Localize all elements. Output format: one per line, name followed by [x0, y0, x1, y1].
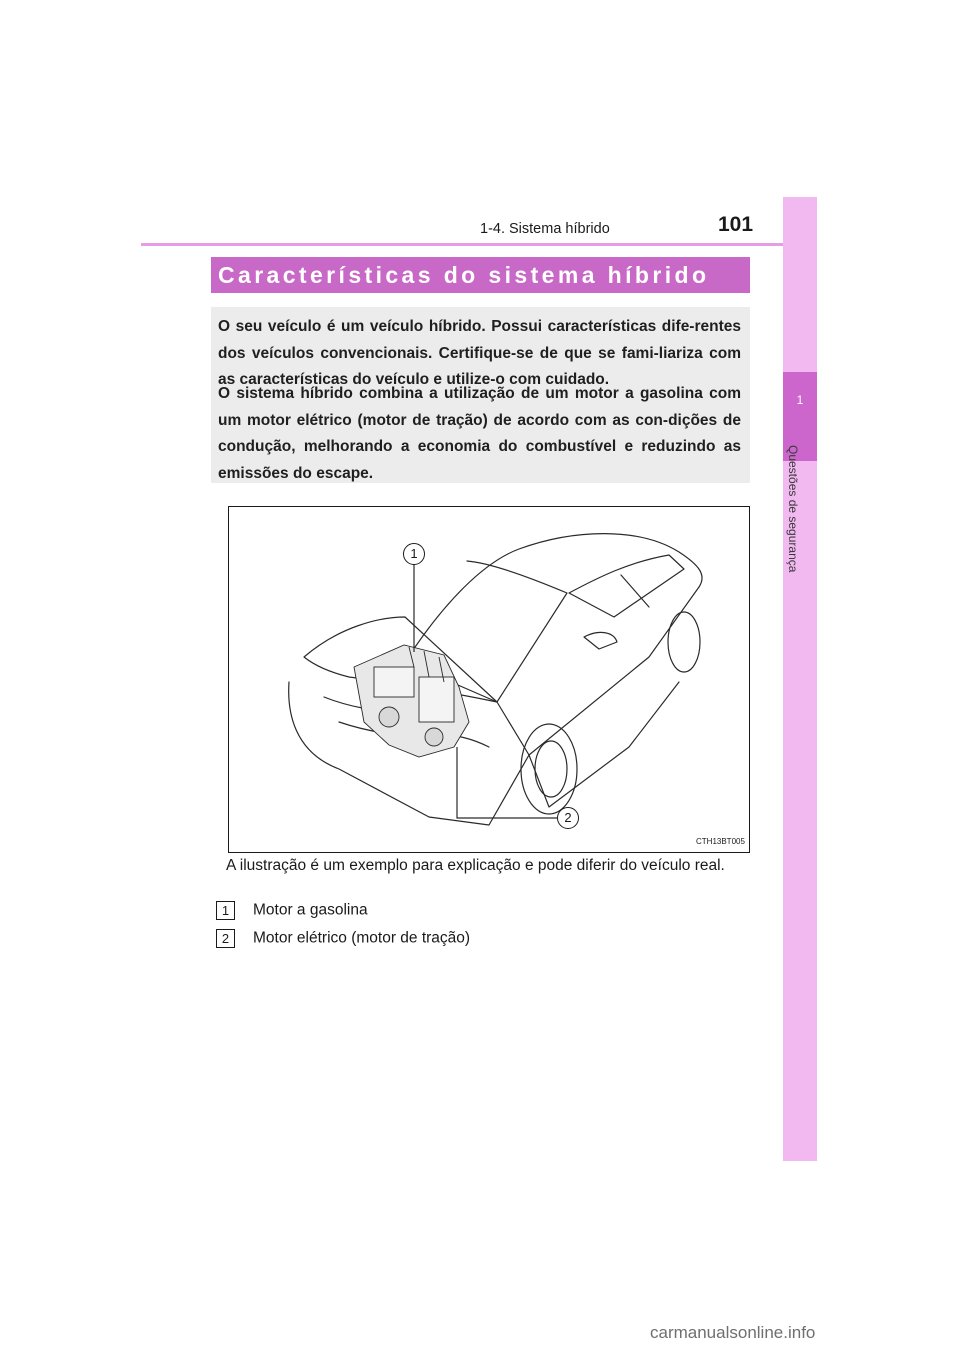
car-roof-outline	[405, 534, 702, 662]
legend-text: Motor elétrico (motor de tração)	[253, 929, 471, 947]
side-tab-label: Questões de segurança	[786, 445, 800, 573]
figure-code: CTH13BT005	[696, 837, 745, 846]
watermark: carmanualsonline.info	[650, 1323, 816, 1342]
legend-item	[216, 929, 470, 948]
callout-2: 2	[557, 807, 579, 829]
callout-2-leader	[457, 747, 557, 818]
rear-wheel	[668, 612, 700, 672]
section-title: 1-4. Sistema híbrido	[480, 221, 610, 237]
page-number: 101	[718, 213, 754, 236]
car-side-window	[569, 555, 684, 617]
intro-paragraph-1: O seu veículo é um veículo híbrido. Possui características dife-rentes dos veículos convencionais. Certifique-se de que se fami-liariza com as características do veículo e utilize-o com cuidado.	[218, 318, 741, 388]
legend-text: Motor a gasolina	[253, 901, 368, 919]
figure-illustration	[228, 506, 750, 853]
side-tab-chapter-number: 1	[796, 393, 804, 407]
page-title: Características do sistema híbrido	[218, 262, 710, 288]
figure-caption: A ilustração é um exemplo para explicação e pode diferir do veículo real.	[226, 857, 725, 874]
front-wheel	[521, 724, 577, 814]
legend-number-box: 1	[216, 901, 235, 920]
car-engine-illustration	[229, 507, 749, 852]
front-wheel-hub	[535, 741, 567, 797]
callout-1: 1	[403, 543, 425, 565]
car-body-lower	[529, 682, 679, 807]
side-tab	[783, 197, 817, 1161]
engine-block-illustration	[354, 645, 469, 757]
header-rule	[141, 243, 817, 246]
car-side-mirror	[584, 632, 617, 649]
intro-paragraph-2: O sistema híbrido combina a utilização de um motor a gasolina com um motor elétrico (motor de tração) de acordo com as con-dições de condução, melhorando a economia do combustível e reduzindo as emissões do escape.	[218, 385, 741, 482]
car-body-side	[497, 587, 699, 755]
legend-item	[216, 901, 368, 920]
legend-number-box: 2	[216, 929, 235, 948]
